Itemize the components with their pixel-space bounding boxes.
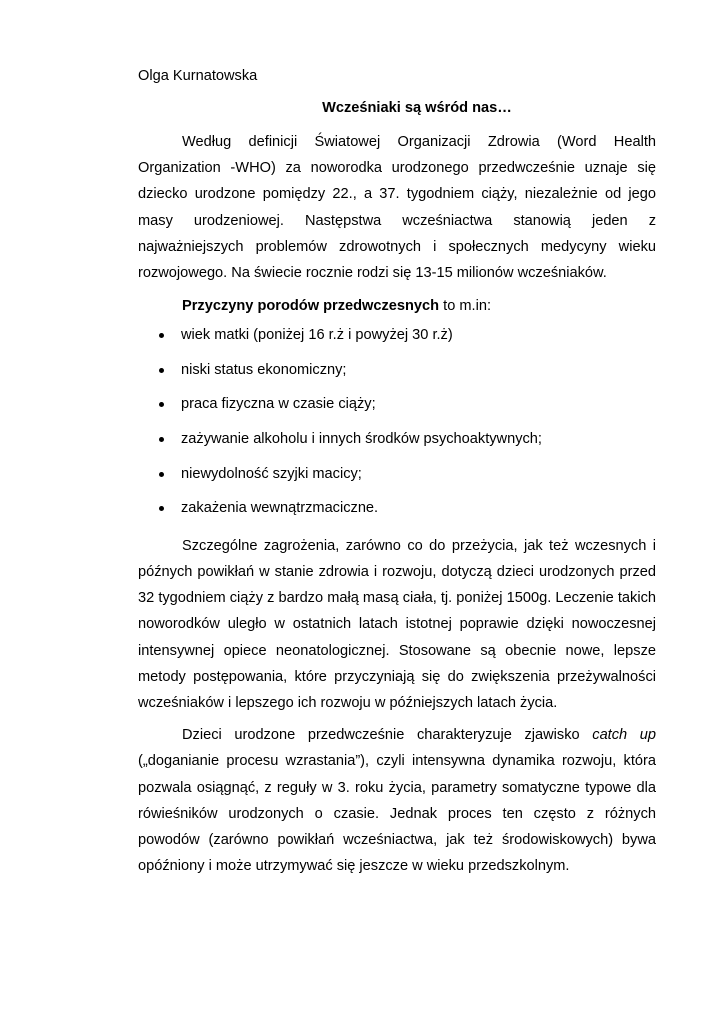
bullet-icon — [159, 333, 164, 338]
bullet-icon — [159, 472, 164, 477]
list-item: zakażenia wewnątrzmaciczne. — [138, 498, 656, 518]
paragraph-catch-up: Dzieci urodzone przedwcześnie charakteryzuje zjawisko catch up („doganianie procesu wzrastania”), czyli intensywna dynamika rozwoju, która pozwala osiągnąć, z reguły w 3. roku życia, parametry somatyczne typowe dla rówieśników urodzonych o czasie. Jednak proces ten często z różnych powodów (zarówno powikłań wcześniactwa, jak też środowiskowych) bywa opóźniony i może utrzymywać się jeszcze w wieku przedszkolnym. — [138, 727, 656, 875]
causes-list — [138, 325, 656, 518]
author-name: Olga Kurnatowska — [138, 68, 258, 84]
catch-up-term: catch up — [592, 727, 656, 744]
list-item: praca fizyczna w czasie ciąży; — [138, 394, 656, 414]
paragraph-risks: Szczególne zagrożenia, zarówno co do przeżycia, jak też wczesnych i późnych powikłań w stanie zdrowia i rozwoju, dotyczą dzieci urodzonych przed 32 tygodniem ciąży z bardzo małą masą ciała, tj. poniżej 1500g. Leczenie takich noworodków uległo w ostatnich latach istotnej poprawie dzięki nowoczesnej intensywnej opiece neonatologicznej. Stosowane są obecnie nowe, lepsze metody postępowania, które przyczyniają się do zwiększenia przeżywalności wcześniaków i lepszego ich rozwoju w późniejszych latach życia. — [138, 537, 656, 711]
bullet-icon — [159, 437, 164, 442]
bullet-icon — [159, 368, 164, 373]
bullet-icon — [159, 506, 164, 511]
causes-heading: Przyczyny porodów przedwczesnych — [182, 298, 440, 315]
list-item: niski status ekonomiczny; — [138, 360, 656, 380]
list-item: niewydolność szyjki macicy; — [138, 464, 656, 484]
causes-suffix: to m.in: — [439, 298, 491, 315]
paragraph-definition: Według definicji Światowej Organizacji Zdrowia (Word Health Organization -WHO) za noworodka urodzonego przedwcześnie uznaje się dziecko urodzone pomiędzy 22., a 37. tygodniem ciąży, niezależnie od jego masy urodzeniowej. Następstwa wcześniactwa stanowią jeden z najważniejszych problemów zdrowotnych i społecznych medycyny wieku rozwojowego. Na świecie rocznie rodzi się 13-15 milionów wcześniaków. — [138, 134, 656, 282]
document-page — [138, 66, 656, 879]
list-item: zażywanie alkoholu i innych środków psychoaktywnych; — [138, 429, 656, 449]
causes-intro — [138, 293, 656, 319]
document-title: Wcześniaki są wśród nas… — [322, 100, 512, 116]
list-item: wiek matki (poniżej 16 r.ż i powyżej 30 r.ż) — [138, 325, 656, 345]
bullet-icon — [159, 402, 164, 407]
